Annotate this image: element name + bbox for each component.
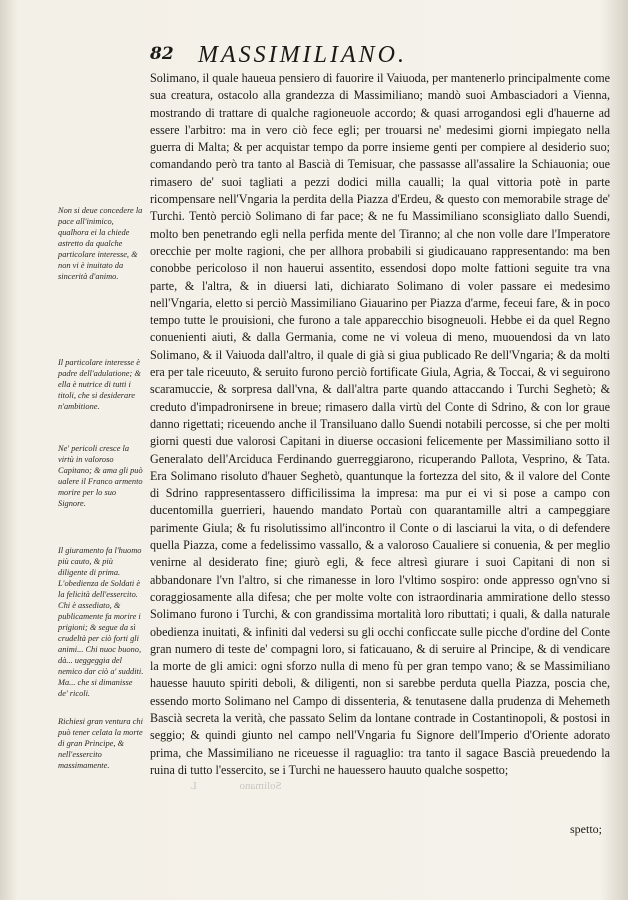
page-header — [150, 44, 610, 70]
main-text-column — [150, 70, 610, 779]
marginal-note: Il particolare interesse è padre dell'adulatione; & ella è nutrice di tutti i titoli, che si desiderare n'ambitione. — [58, 358, 141, 411]
page-number: 82 — [150, 44, 174, 64]
running-head: MASSIMILIANO. — [198, 42, 407, 68]
marginal-note: Richiesi gran ventura chi può tener celata la morte di gran Principe, & nell'essercito massimamente. — [58, 717, 143, 770]
show-through-text: Solimano L — [190, 780, 282, 792]
marginal-note: Il giuramento fa l'huomo più cauto, & più diligente di prima. L'obedienza de Soldati è la felicità dell'essercito. Chi è assediato, & publicamente fa morire i prigioni; & segue da sì crudeltà per ciò forti gli animi... Chi nuoc buono, dà... ueggeggia del nemico dar ciò a' sudditi. Ma... che si dimanisse de' ricoli. — [58, 546, 144, 698]
catchword: spetto; — [570, 822, 602, 836]
marginal-note: Ne' pericoli cresce la virtù in valoroso Capitano; & ama gli può ualere il Franco armento morire per lo suo Signore. — [58, 444, 143, 508]
body-paragraph: Solimano, il quale haueua pensiero di fauorire il Vaiuoda, per mantenerlo principalmente come sua creatura, ostacolo alla grandezza di Massimiliano; mandò suoi Ambasciadori a Vienna, mostrando di trattare di qualche ragioneuole accordo; & quasi arrogandosi egli d'hauerne ad essere l'arbitro: ma in vero ciò fece egli; per trouarsi ne' medesimi giorni impiegato nella guerra di Malta; & per acquistar tempo da porre insieme genti per compiere al desiderio suo; comandando però tra tanto al Bascià di Temisuar, che passasse all'assalire la Schiauonia; oue rimasero de' suoi tagliati a pezzi dodici milla caualli; la qual vittoria potè in parte ricompensare nell'Vngaria la perdita della Piazza d'Erdeu, & questo con memorabile strage de' Turchi. Tentò perciò Solimano di far pace; & ne fu Massimiliano sconsigliato dallo Suendi, molto ben penetrando egli nella perfida mente del Tiranno; al che non volle dare l'Imperatore orecchie per molte ragioni, che per allhora probabili si giudicauano rappresentando: ma ben conobbe pericoloso il non hauerui assentito, essendosi dopo molte fattioni seguite tra vna parte, & l'altra, & in diuersi lati, dichiarato Solimano di voler passare ei medesimo nell'Vngaria, eletto si perciò Massimiliano Giauarino per Piazza d'arme, feceui fare, & in poco tempo tutte le prouisioni, che furono a tale apparecchio bisogneuoli. Hebbe ei da quel Regno conuenienti aiuti, & dalla Germania, come ne vi voleua di meno, muouendosi da vn lato Solimano, & il Vaiuoda dall'altro, il quale di già si giua publicado Re dell'Vngaria; & da molti era per tale riceuuto, & seruito furono perciò fortificate Giula, Agria, & Toccai, & vi seguirono scaramuccie, & sorpresa dall'vna, & dall'altra parte quando attaccando i Turchi Seghetò; & creduto d'impadronirsene in breue; rimasero dalla virtù del Conte di Sdrino, & con lor graue danno rigettati; riceuendo anche il Transiluano dallo Suendi notabili percosse, si che per molti giorni questi due valorosi Capitani in diuerse occasioni felicemente per Massimiliano sotto il Generalato dell'Arciduca Ferdinando guerreggiarono, ricuperando Pallota, Vesprino, & Tata. Era Solimano risoluto d'hauer Seghetò, quantunque la fortezza del sito, & il valore del Conte di Sdrino rappresentassero difficilissima la impresa: ma pur ei vi si pose a campo con ducentomilla guerrieri, hauendo mandato Portaù con quarantamille altri a campeggiare parimente Giula; & fu risolutissimo all'incontro il Conte o di lasciarui la vita, o di defendere quella Piazza, come a fedelissimo vassallo, & a valoroso Caualiere si conuenia, & per meglio venirne al desiderato fine; giurò egli, & fece altresì giurare i suoi Capitani di non si abbandonare l'vn l'altro, si che rimanesse in loro l'vltimo sospiro: onde appresso ogn'vno si coraggiosamente alla difesa; che per molte volte con istraordinaria ammiratione dello stesso Solimano furono i Turchi, & con grandissima mortalità loro ributtati; i quali, & dalla naturale obedienza inuitati, & infiniti dal vedersi su gli occhi conficcate sulle picche d'ordine del Conte gran numero di teste de' compagni loro, si faticauano, & di seruire al Principe, & di vendicare la morte de gli amici: ogni sforzo nulla di meno fù per gran tempo vano; & se Massimiliano hauesse hauuto spiriti deboli, & diligenti, non si sarebbe perduta quella Piazza, poscia che, essendo morto Solimano nel Campo di dissenteria, & tenutasene dalla prudenza di Mehemeth Bascià secreta la verità, che passato Selim da lontane contrade in Costantinopoli, & postosi in seggio; & quindi giunto nel campo nell'Vngaria fu Signore dell'Imperio d'Oriente adorato prima, che Massimiliano ne riceuesse il raguaglio: tra tanto il sagace Bascià preuedendo la ruina di tutto l'essercito, se i Turchi ne hauessero hauuto qualche sospetto; — [150, 71, 610, 777]
marginal-note: Non si deue concedere la pace all'inimico, qualhora ei la chiede astretto da qualche particolare interesse, & non vi è inuitato da sincerità d'animo. — [58, 206, 143, 281]
